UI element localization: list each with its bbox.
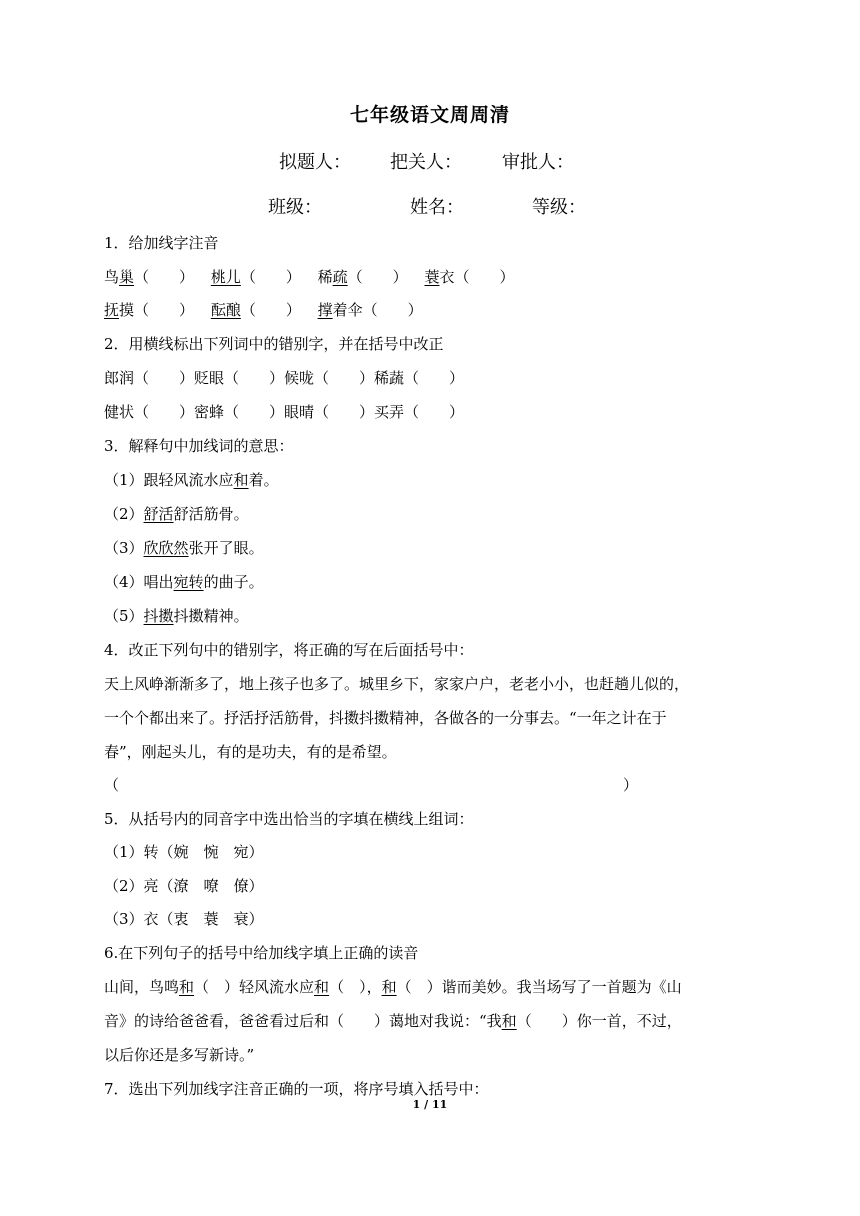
class-label: 班级： [268, 197, 322, 218]
question-4-passage-line-3: 春”，刚起头儿，有的是功夫，有的是希望。 [104, 743, 397, 761]
question-5-title: 5．从括号内的同音字中选出恰当的字填在横线上组词： [104, 810, 474, 828]
question-6-title: 6.在下列句子的括号中给加线字填上正确的读音 [104, 944, 419, 962]
question-1-row-1: 鸟巢（ ） 桃儿（ ） 稀疏（ ） 蓑衣（ ） [104, 268, 515, 286]
question-5-item-1: （1）转（婉 惋 宛） [104, 843, 264, 861]
question-3-item-5: （5）抖擞抖擞精神。 [104, 607, 249, 625]
name-label: 姓名： [410, 197, 464, 218]
question-5-item-2: （2）亮（潦 嘹 僚） [104, 877, 264, 895]
approver-label: 审批人： [502, 152, 574, 173]
grade-label: 等级： [532, 197, 586, 218]
question-4-passage-line-1: 天上风峥渐渐多了，地上孩子也多了。城里乡下，家家户户，老老小小，也赶趟儿似的， [104, 675, 690, 693]
question-6-line-1: 山间，鸟鸣和（ ）轻风流水应和（ ），和（ ）谐而美妙。我当场写了一首题为《山 [104, 978, 682, 996]
question-3-item-1: （1）跟轻风流水应和着。 [104, 471, 279, 489]
page-title: 七年级语文周周清 [349, 104, 510, 126]
question-5-item-3: （3）衣（衷 蓑 衰） [104, 910, 264, 928]
question-3-item-4: （4）唱出宛转的曲子。 [104, 573, 264, 591]
page-number: 1 / 11 [412, 1098, 448, 1111]
question-1-row-2: 抚摸（ ） 酝酿（ ） 撑着伞（ ） [104, 301, 423, 319]
question-4-answer-open: （ [104, 776, 120, 794]
question-6-line-2: 音》的诗给爸爸看，爸爸看过后和（ ）蔼地对我说：“我和（ ）你一首，不过， [104, 1012, 682, 1030]
question-2-row-1: 郎润（ ）贬眼（ ）候咙（ ）稀蔬（ ） [104, 369, 465, 387]
question-2-row-2: 健状（ ）密蜂（ ）眼晴（ ）买弄（ ） [104, 403, 465, 421]
question-2-title: 2．用横线标出下列词中的错别字，并在括号中改正 [104, 335, 444, 353]
question-4-answer-close: ） [623, 776, 639, 794]
question-1-title: 1．给加线字注音 [104, 234, 219, 252]
question-6-line-3: 以后你还是多写新诗。” [104, 1046, 255, 1064]
drafter-label: 拟题人： [279, 152, 351, 173]
reviewer-label: 把关人： [390, 152, 462, 173]
question-7-title: 7．选出下列加线字注音正确的一项，将序号填入括号中： [104, 1080, 489, 1098]
question-4-passage-line-2: 一个个都出来了。抒活抒活筋骨，抖擞抖擞精神，各做各的一分事去。“一年之计在于 [104, 709, 667, 727]
question-4-title: 4．改正下列句中的错别字，将正确的写在后面括号中： [104, 641, 474, 659]
question-3-item-3: （3）欣欣然张开了眼。 [104, 539, 264, 557]
question-3-title: 3．解释句中加线词的意思： [104, 437, 294, 455]
question-3-item-2: （2）舒活舒活筋骨。 [104, 505, 249, 523]
